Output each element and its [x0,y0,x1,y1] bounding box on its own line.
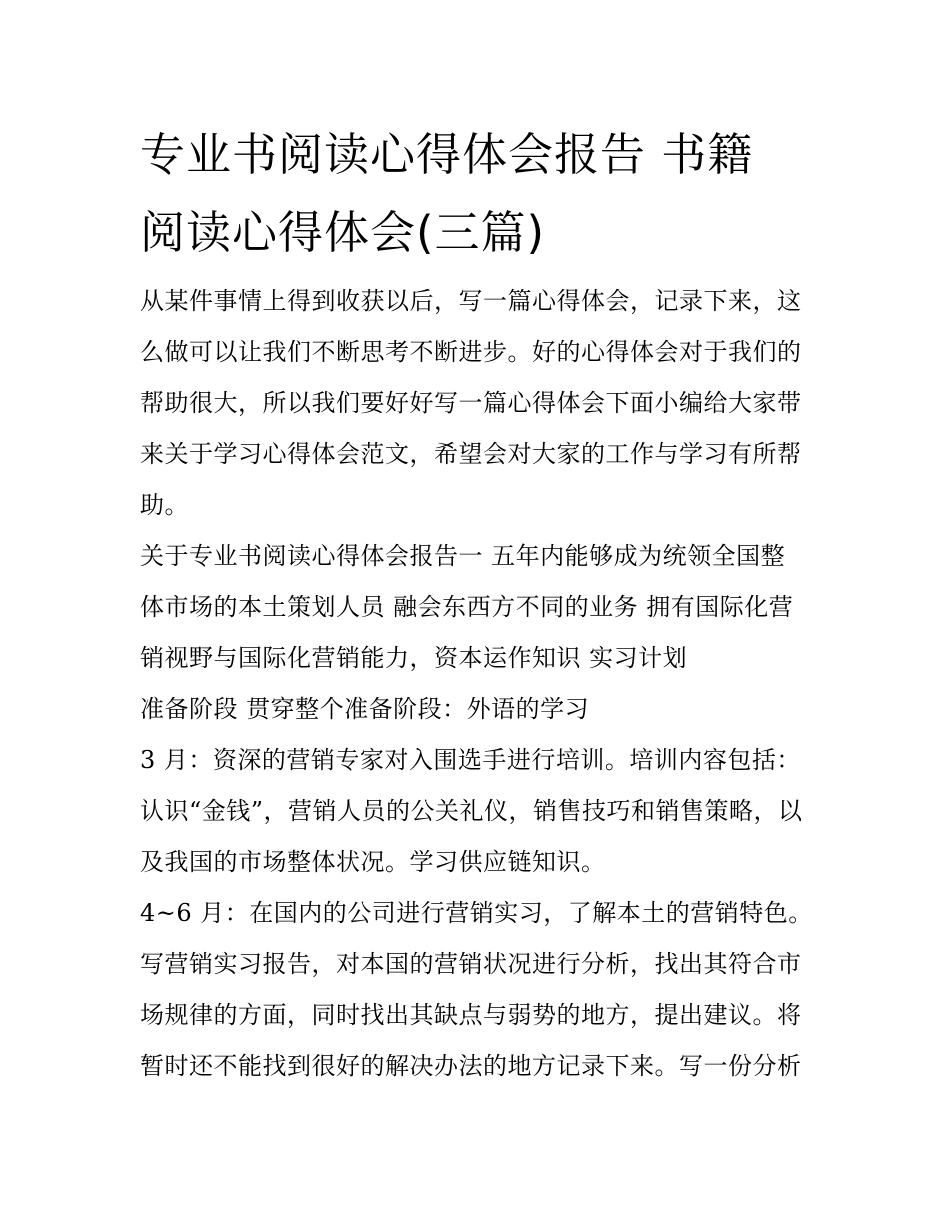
body-line: 认识“金钱”，营销人员的公关礼仪，销售技巧和销售策略，以 [140,797,803,825]
document-title [140,116,820,272]
body-line: 场规律的方面，同时找出其缺点与弱势的地方，提出建议。将 [140,1001,802,1029]
body-line: 写营销实习报告，对本国的营销状况进行分析，找出其符合市 [140,950,802,978]
body-line: 关于专业书阅读心得体会报告一 五年内能够成为统领全国整 [140,542,786,570]
body-line: 4~6 月：在国内的公司进行营销实习，了解本土的营销特色。 [140,899,813,927]
body-line: 体市场的本土策划人员 融会东西方不同的业务 拥有国际化营 [140,593,794,621]
body-line: 暂时还不能找到很好的解决办法的地方记录下来。写一份分析 [140,1052,802,1080]
body-line: 销视野与国际化营销能力，资本运作知识 实习计划 [140,644,688,672]
body-line: 么做可以让我们不断思考不断进步。好的心得体会对于我们的 [140,338,802,366]
title-line: 阅读心得体会(三篇) [140,206,546,259]
body-line: 从某件事情上得到收获以后，写一篇心得体会，记录下来，这 [140,287,802,315]
body-line: 助。 [140,491,189,519]
body-line: 来关于学习心得体会范文，希望会对大家的工作与学习有所帮 [140,440,802,468]
body-line: 及我国的市场整体状况。学习供应链知识。 [140,848,606,876]
body-line: 3 月：资深的营销专家对入围选手进行培训。培训内容包括： [140,746,801,774]
body-line: 帮助很大，所以我们要好好写一篇心得体会下面小编给大家带 [140,389,802,417]
document-body [140,281,820,1097]
title-line: 专业书阅读心得体会报告 书籍 [140,128,754,181]
body-line: 准备阶段 贯穿整个准备阶段：外语的学习 [140,695,590,723]
